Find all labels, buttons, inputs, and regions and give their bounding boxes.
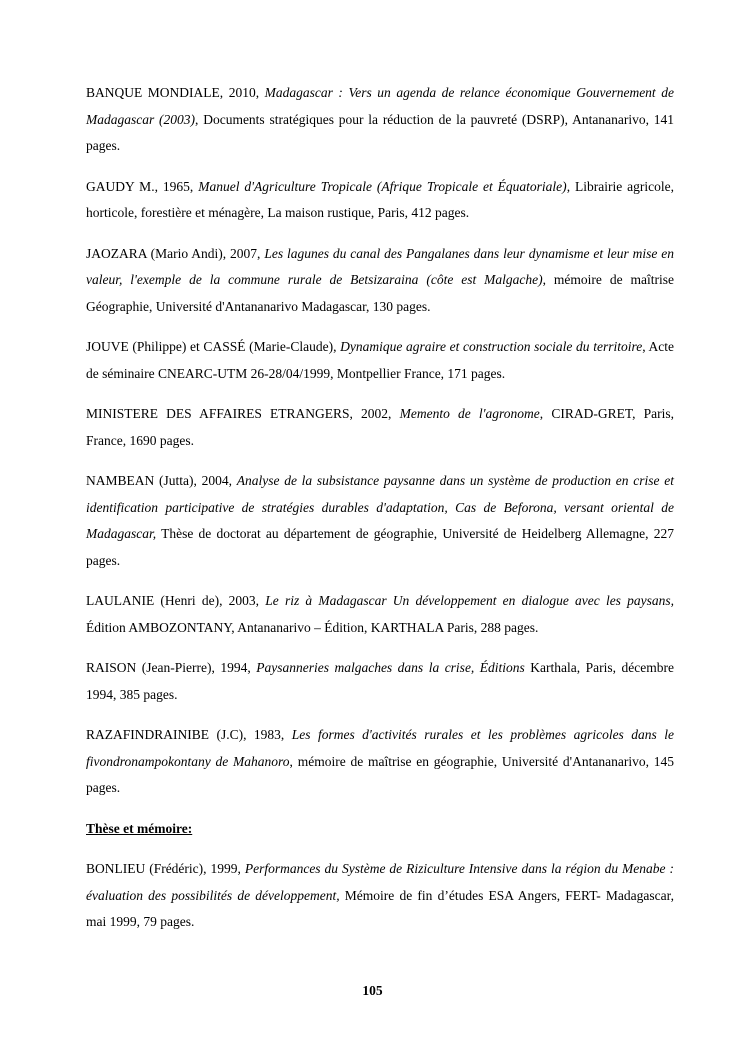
entry-details: , Acte de séminaire CNEARC-UTM 26-28/04/1999, Montpellier France, 171 pages. [86,339,674,381]
bibliography-entry [86,588,674,641]
entry-details: , Documents stratégiques pour la réduction de la pauvreté (DSRP), Antananarivo, 141 pages. [86,111,674,153]
entry-author: GAUDY M., 1965, [86,178,199,194]
entry-author: MINISTERE DES AFFAIRES ETRANGERS, 2002, [86,406,400,421]
bibliography-page [86,80,674,950]
entry-details: Édition AMBOZONTANY, Antananarivo – Édition, KARTHALA Paris, 288 pages. [86,619,539,635]
entry-title: Paysanneries malgaches dans la crise, Éditions [256,660,525,675]
entry-title: Le riz à Madagascar Un développement en dialogue avec les paysans, [265,593,675,608]
entry-author: JAOZARA (Mario Andi), 2007, [86,245,265,261]
thesis-list [86,856,674,936]
entry-details: Karthala, Paris, décembre 1994, 385 pages. [86,660,674,702]
entry-title: Dynamique agraire et construction sociale du territoire [340,339,643,354]
entry-author: BANQUE MONDIALE, 2010, [86,85,265,100]
bibliography-entry [86,174,674,227]
entry-author: BONLIEU (Frédéric), 1999, [86,861,245,876]
entry-title: Memento de l'agronome [399,406,540,421]
entry-author: RAZAFINDRAINIBE (J.C), 1983, [86,727,292,742]
bibliography-entry [86,80,674,160]
entry-details: , mémoire de maîtrise en géographie, Université d'Antananarivo, 145 pages. [86,753,674,795]
entry-title: Performances du Système de Riziculture Intensive dans la région du Menabe : évaluation des possibilités de développement, [86,861,674,903]
entry-author: JOUVE (Philippe) et CASSÉ (Marie-Claude), [86,339,341,354]
entry-details: , mémoire de maîtrise Géographie, Université d'Antananarivo Madagascar, 130 pages. [86,272,674,314]
entry-title: Les lagunes du canal des Pangalanes dans leur dynamisme et leur mise en valeur, l'exemple de la commune rurale de Betsizaraina (côte est Malgache) [86,245,674,287]
section-heading: Thèse et mémoire: [86,820,193,836]
entry-details: , CIRAD-GRET, Paris, France, 1690 pages. [86,406,674,448]
bibliography-entry [86,241,674,321]
page-number: 105 [362,983,383,998]
bibliography-entry [86,856,674,936]
entry-title: Les formes d'activités rurales et les problèmes agricoles dans le fivondronampokontany de Mahanoro [86,727,674,769]
bibliography-entry [86,655,674,708]
entry-author: NAMBEAN (Jutta), 2004, [86,473,237,488]
entry-title: Analyse de la subsistance paysanne dans un système de production en crise et identification participative de stratégies durables d'adaptation, Cas de Beforona, versant oriental de Madagascar, [86,473,674,541]
entry-details: Mémoire de fin d’études ESA Angers, FERT- Madagascar, mai 1999, 79 pages. [86,887,674,929]
entry-title: Madagascar : Vers un agenda de relance économique Gouvernement de Madagascar (2003) [86,85,674,127]
bibliography-entry [86,401,674,454]
bibliography-list [86,80,674,802]
bibliography-entry [86,722,674,802]
entry-author: LAULANIE (Henri de), 2003, [86,593,266,608]
entry-details: Thèse de doctorat au département de géographie, Université de Heidelberg Allemagne, 227 pages. [86,526,674,568]
entry-author: RAISON (Jean-Pierre), 1994, [86,660,257,675]
bibliography-entry [86,468,674,574]
entry-details: , Librairie agricole, horticole, forestière et ménagère, La maison rustique, Paris, 412 pages. [86,178,675,220]
bibliography-entry [86,334,674,387]
entry-title: Manuel d'Agriculture Tropicale (Afrique Tropicale et Équatoriale) [198,178,567,194]
